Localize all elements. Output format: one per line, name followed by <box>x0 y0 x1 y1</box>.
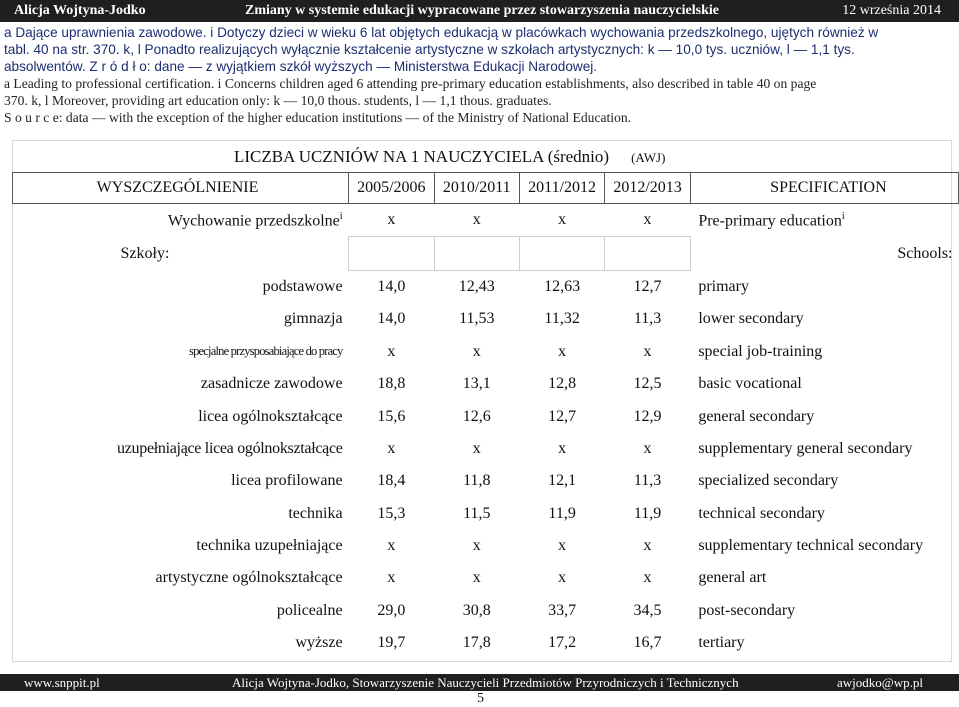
cell-value: 17,2 <box>548 634 577 652</box>
row-label-en: general art <box>698 569 767 587</box>
cell-value: x <box>643 439 652 457</box>
row-label-en: technical secondary <box>698 504 825 522</box>
row-label-en-text: Pre-primary education <box>698 212 842 230</box>
empty-cell <box>605 237 691 270</box>
table-row <box>13 336 959 368</box>
cell-value: x <box>558 342 567 360</box>
cell-value: 11,5 <box>463 504 491 522</box>
row-label-en: post-secondary <box>698 601 796 619</box>
row-label-en: general secondary <box>698 407 815 425</box>
table-row <box>13 465 959 497</box>
cell-value: 12,7 <box>633 277 662 295</box>
row-label-pl: gimnazja <box>283 310 343 328</box>
row-label-en <box>690 204 958 237</box>
col-header-description: WYSZCZEGÓLNIENIE <box>13 173 349 204</box>
cell-value: 18,4 <box>377 472 406 490</box>
row-label-en: basic vocational <box>698 375 802 393</box>
cell-value: 33,7 <box>548 601 577 619</box>
cell-value: 12,5 <box>633 375 662 393</box>
header-author: Alicja Wojtyna-Jodko <box>14 3 146 18</box>
header-title: Zmiany w systemie edukacji wypracowane przez stowarzyszenia nauczycielskie <box>245 3 719 18</box>
table-row <box>13 368 959 400</box>
footer-bar <box>0 674 959 691</box>
row-label-pl: artystyczne ogólnokształcące <box>155 569 343 587</box>
cell-value: 12,7 <box>548 407 577 425</box>
empty-cell <box>519 237 604 270</box>
row-label-text: Wychowanie przedszkolne <box>167 212 340 230</box>
cell-value: 11,53 <box>459 310 495 328</box>
row-label-pl: zasadnicze zawodowe <box>200 375 343 393</box>
cell-value: 13,1 <box>462 375 491 393</box>
footnotes <box>4 24 959 126</box>
col-header-2005: 2005/2006 <box>349 173 435 204</box>
row-label-pl: specjalne przysposabiające do pracy <box>189 344 343 359</box>
cell-value: x <box>472 569 481 587</box>
footnote-line: 370. k, l Moreover, providing art education only: k — 10,0 thous. students, l — 1,1 thous. graduates. <box>4 93 552 108</box>
table-header-row <box>13 173 959 204</box>
cell-value: 15,3 <box>377 504 406 522</box>
footnote-line: a Leading to professional certification. i Concerns children aged 6 attending pre-primary education establishments, also described in table 40 on page <box>4 76 817 91</box>
cell-value: x <box>472 439 481 457</box>
cell-value: 11,8 <box>463 472 491 490</box>
table-row <box>13 204 959 237</box>
cell-value: 11,9 <box>548 504 576 522</box>
col-header-2011: 2011/2012 <box>519 173 604 204</box>
table-row <box>13 270 959 303</box>
col-header-2012: 2012/2013 <box>605 173 691 204</box>
cell-value: x <box>643 569 652 587</box>
cell-value: 16,7 <box>633 634 662 652</box>
cell-value: 11,32 <box>544 310 580 328</box>
col-header-specification: SPECIFICATION <box>690 173 958 204</box>
cell-value: 11,9 <box>633 504 662 522</box>
cell-value: 12,8 <box>548 375 577 393</box>
schools-label-pl: Szkoły: <box>120 244 170 262</box>
col-header-2010: 2010/2011 <box>434 173 519 204</box>
table-row <box>13 303 959 335</box>
cell-value: 19,7 <box>377 634 406 652</box>
table-title <box>234 147 665 167</box>
cell-value: x <box>472 537 481 555</box>
cell-value: x <box>558 537 567 555</box>
cell-value: 14,0 <box>377 277 406 295</box>
cell-value: 17,8 <box>462 634 491 652</box>
cell-value: x <box>643 211 652 229</box>
cell-value: 29,0 <box>377 601 406 619</box>
footer-website: www.snppit.pl <box>24 675 100 690</box>
header-date: 12 września 2014 <box>842 3 941 18</box>
row-label-pl: licea profilowane <box>231 472 343 490</box>
cell-value: 12,43 <box>458 277 495 295</box>
cell-value: 12,9 <box>633 407 662 425</box>
table-row <box>13 237 959 270</box>
empty-cell <box>434 237 519 270</box>
cell-value: 18,8 <box>377 375 406 393</box>
data-table <box>12 172 959 659</box>
footer-email: awjodko@wp.pl <box>837 675 923 690</box>
row-label-en: supplementary general secondary <box>698 439 913 457</box>
cell-value: 12,6 <box>462 407 491 425</box>
page-number: 5 <box>477 691 484 706</box>
cell-value: x <box>387 211 396 229</box>
table-row <box>13 400 959 432</box>
cell-value: x <box>558 211 567 229</box>
cell-value: x <box>472 211 481 229</box>
table-title-text: LICZBA UCZNIÓW NA 1 NAUCZYCIELA (średnio) <box>234 147 610 166</box>
row-label-en: tertiary <box>698 634 745 652</box>
footnote-line: a Dające uprawnienia zawodowe. i Dotyczy dzieci w wieku 6 lat objętych edukacją w placówkach wychowania przedszkolnego, ujętych również w <box>4 25 879 40</box>
row-label-pl: technika uzupełniające <box>196 537 343 555</box>
row-label-pl: wyższe <box>295 634 343 652</box>
row-label-en: special job-training <box>698 342 823 360</box>
schools-label-en: Schools: <box>897 244 953 262</box>
cell-value: x <box>387 439 396 457</box>
table-row <box>13 627 959 659</box>
header-bar <box>0 0 959 22</box>
cell-value: 12,63 <box>544 277 581 295</box>
cell-value: x <box>558 439 567 457</box>
cell-value: 11,3 <box>633 472 662 490</box>
cell-value: 34,5 <box>633 601 662 619</box>
table-subtitle: (AWJ) <box>631 150 666 165</box>
row-label-pl: policealne <box>276 601 343 619</box>
footnote-line: absolwentów. Z r ó d ł o: dane — z wyjątkiem szkół wyższych — Ministerstwa Edukacji Narodowej. <box>4 59 598 74</box>
table-row <box>13 498 959 530</box>
footnote-line: S o u r c e: data — with the exception of the higher education institutions — of the Ministry of National Education. <box>4 110 632 125</box>
footnote-line: tabl. 40 na str. 370. k, l Ponadto realizujących wyłącznie kształcenie artystyczne w szkołach artystycznych: k — 10,0 tys. uczniów, l — 1,1 tys. <box>4 42 855 57</box>
row-label-en: specialized secondary <box>698 472 839 490</box>
cell-value: 15,6 <box>377 407 406 425</box>
row-label-pl: uzupełniające licea ogólnokształcące <box>117 439 343 457</box>
cell-value: x <box>387 342 396 360</box>
row-label-pl <box>13 204 349 237</box>
cell-value: x <box>387 569 396 587</box>
cell-value: x <box>387 537 396 555</box>
row-label-en: lower secondary <box>698 310 804 328</box>
empty-cell <box>349 237 435 270</box>
cell-value: x <box>472 342 481 360</box>
footnote-marker: i <box>339 210 343 222</box>
row-label-pl: podstawowe <box>262 277 343 295</box>
row-label-en: supplementary technical secondary <box>698 537 924 555</box>
row-label-pl: technika <box>288 504 343 522</box>
footnote-marker: i <box>841 210 845 222</box>
row-label-pl: licea ogólnokształcące <box>198 407 343 425</box>
cell-value: x <box>558 569 567 587</box>
table-row <box>13 562 959 594</box>
table-row <box>13 433 959 465</box>
cell-value: 14,0 <box>377 310 406 328</box>
row-label-en: primary <box>698 277 749 295</box>
cell-value: x <box>643 342 652 360</box>
cell-value: 11,3 <box>633 310 662 328</box>
footer-credit: Alicja Wojtyna-Jodko, Stowarzyszenie Nauczycieli Przedmiotów Przyrodniczych i Technicznych <box>232 675 739 690</box>
cell-value: 12,1 <box>548 472 577 490</box>
cell-value: x <box>643 537 652 555</box>
table-row <box>13 595 959 627</box>
table-row <box>13 530 959 562</box>
cell-value: 30,8 <box>462 601 491 619</box>
